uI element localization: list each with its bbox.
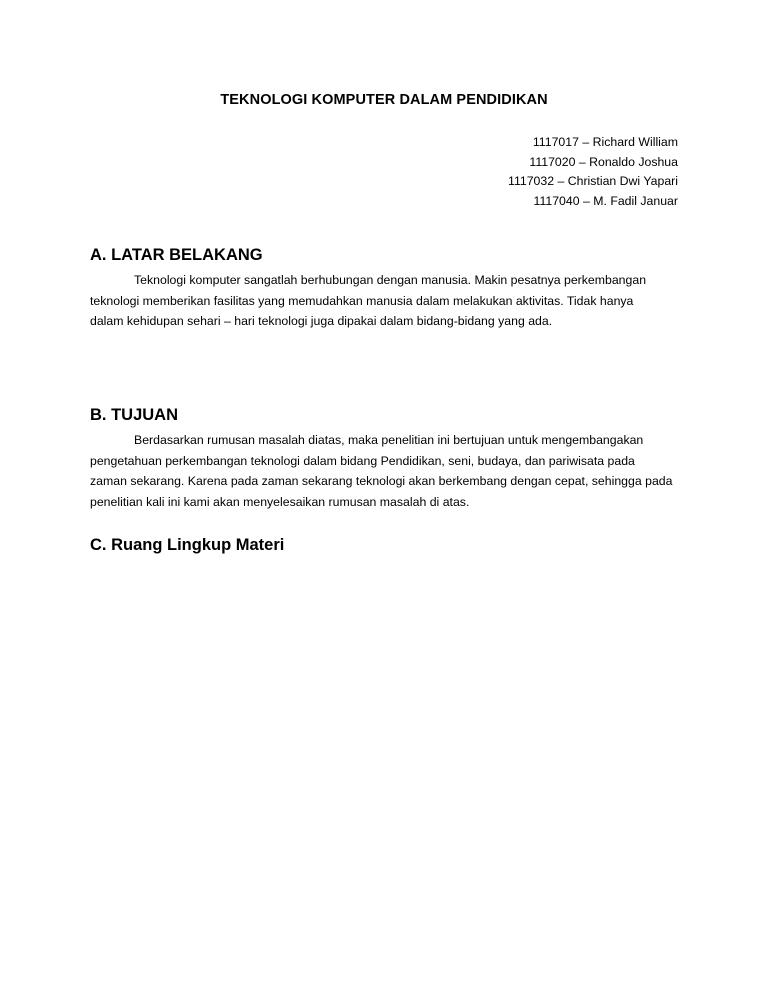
paragraph-line: penelitian kali ini kami akan menyelesaikan rumusan masalah di atas.	[90, 494, 470, 509]
paragraph-line: Teknologi komputer sangatlah berhubungan dengan manusia. Makin pesatnya perkembangan	[134, 273, 647, 287]
section-paragraph-latar-belakang	[90, 270, 680, 332]
paragraph-line: zaman sekarang. Karena pada zaman sekarang teknologi akan berkembang dengan cepat, sehingga pada	[90, 474, 673, 488]
author-line: 1117020 – Ronaldo Joshua	[529, 154, 678, 169]
paragraph-line: pengetahuan perkembangan teknologi dalam bidang Pendidikan, seni, budaya, dan pariwisata pada	[90, 453, 635, 468]
section-heading-ruang-lingkup-materi: C. Ruang Lingkup Materi	[90, 536, 285, 554]
paragraph-line: dalam kehidupan sehari – hari teknologi juga dipakai dalam bidang-bidang yang ada.	[90, 314, 553, 328]
document-title: TEKNOLOGI KOMPUTER DALAM PENDIDIKAN	[220, 92, 548, 108]
author-list	[508, 133, 678, 211]
section-heading-tujuan: B. TUJUAN	[90, 406, 179, 424]
author-line: 1117017 – Richard William	[532, 135, 678, 149]
paragraph-line: teknologi memberikan fasilitas yang memudahkan manusia dalam melakukan aktivitas. Tidak hanya	[90, 293, 634, 308]
section-paragraph-tujuan	[90, 430, 680, 512]
author-line: 1117040 – M. Fadil Januar	[533, 193, 678, 208]
section-heading-latar-belakang: A. LATAR BELAKANG	[90, 246, 263, 264]
author-line: 1117032 – Christian Dwi Yapari	[508, 174, 678, 188]
paragraph-line: Berdasarkan rumusan masalah diatas, maka penelitian ini bertujuan untuk mengembangakan	[134, 433, 644, 447]
